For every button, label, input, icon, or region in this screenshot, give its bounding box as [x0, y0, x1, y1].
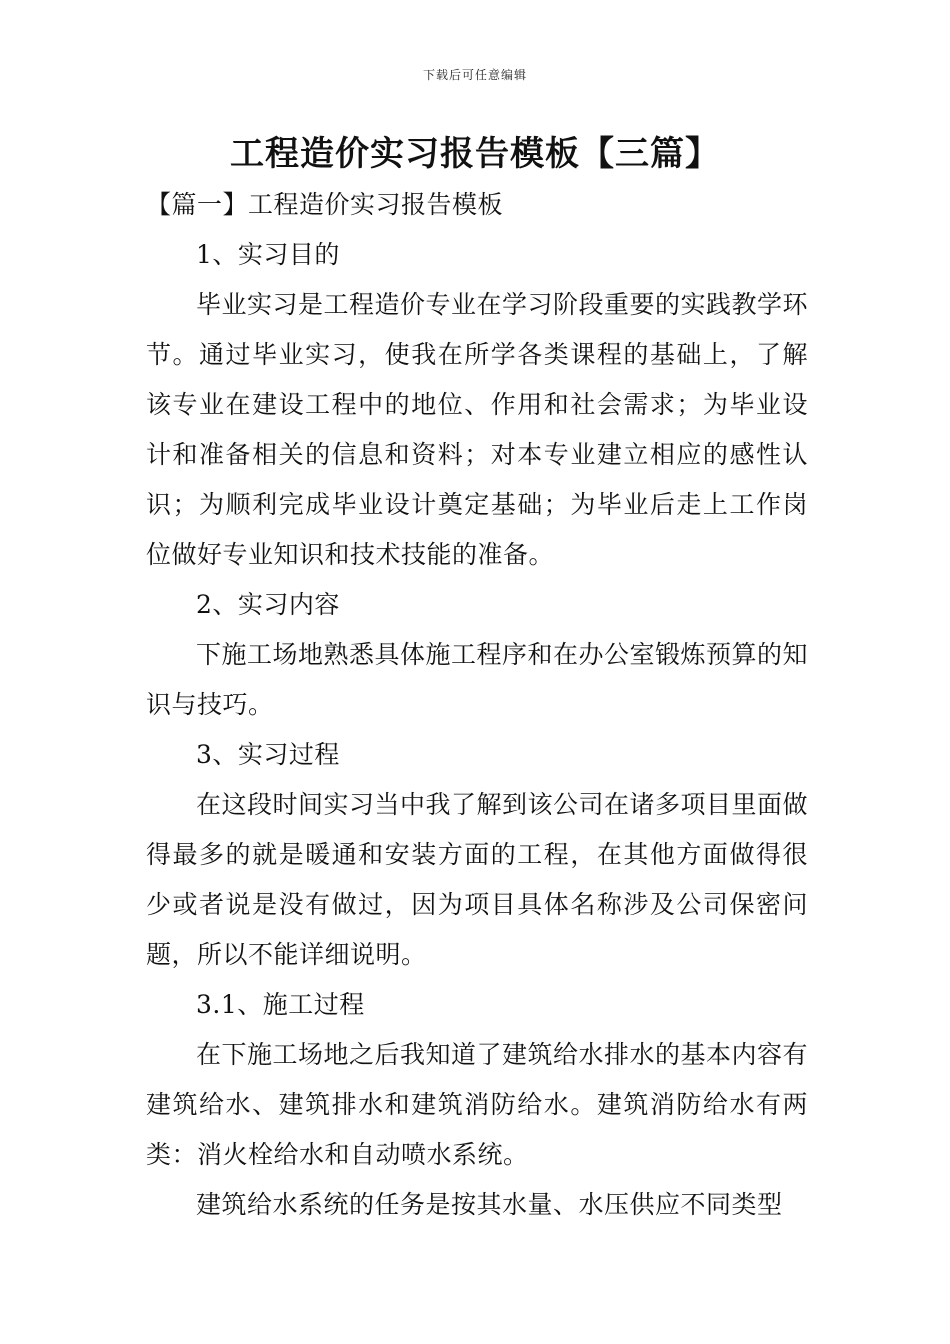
paragraph-2: 下施工场地熟悉具体施工程序和在办公室锻炼预算的知识与技巧。	[146, 640, 809, 719]
paragraph-3: 在这段时间实习当中我了解到该公司在诸多项目里面做得最多的就是暖通和安装方面的工程，在其他方面做得很少或者说是没有做过，因为项目具体名称涉及公司保密问题，所以不能详细说明。	[146, 790, 809, 969]
paragraph-1: 毕业实习是工程造价专业在学习阶段重要的实践教学环节。通过毕业实习，使我在所学各类课程的基础上，了解该专业在建设工程中的地位、作用和社会需求；为毕业设计和准备相关的信息和资料；对本专业建立相应的感性认识；为顺利完成毕业设计奠定基础；为毕业后走上工作岗位做好专业知识和技术技能的准备。	[146, 290, 809, 569]
paragraph-4: 在下施工场地之后我知道了建筑给水排水的基本内容有建筑给水、建筑排水和建筑消防给水。建筑消防给水有两类：消火栓给水和自动喷水系统。	[146, 1040, 809, 1169]
document-title: 工程造价实习报告模板【三篇】	[230, 134, 720, 174]
paragraph-heading-2: 2、实习内容	[196, 590, 340, 619]
header-note: 下载后可任意编辑	[422, 68, 527, 82]
paragraph-heading-3: 3、实习过程	[196, 740, 340, 769]
section-heading: 【篇一】工程造价实习报告模板	[146, 190, 504, 219]
document-body	[146, 180, 808, 1230]
paragraph-heading-3-1: 3.1、施工过程	[196, 990, 365, 1019]
paragraph-5: 建筑给水系统的任务是按其水量、水压供应不同类型	[196, 1190, 783, 1219]
paragraph-heading-1: 1、实习目的	[196, 240, 340, 269]
